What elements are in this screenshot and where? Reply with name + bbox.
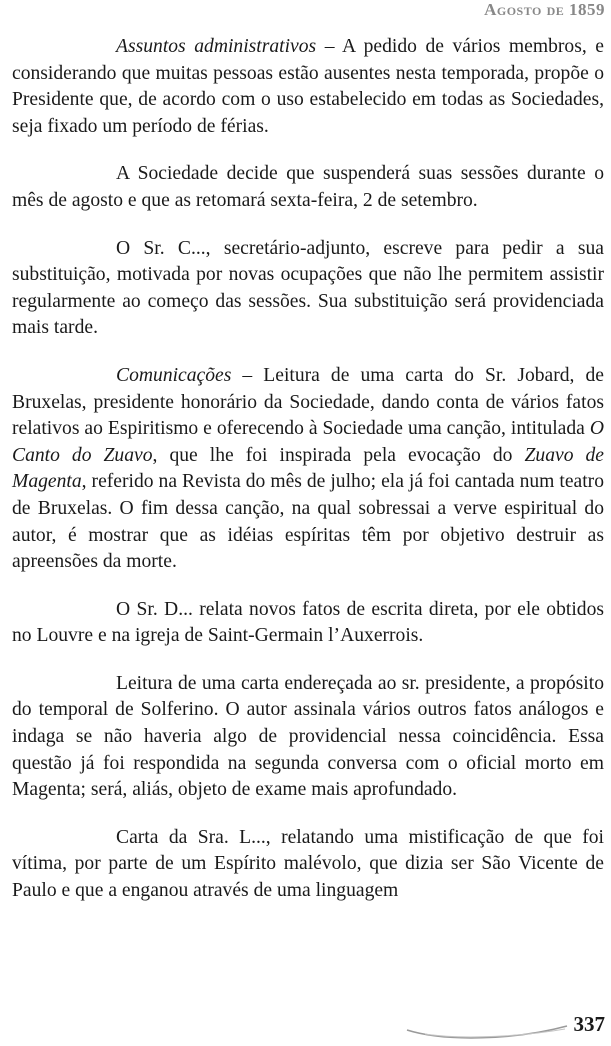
song-title: O Canto do Zuavo [12, 418, 604, 466]
paragraph-recess-decision: A Sociedade decide que suspenderá suas sessões durante o mês de agosto e que as retomará sexta-feira, 2 de setembro. [12, 163, 604, 211]
paragraph-text: – A pedido de vários membros, e considerando que muitas pessoas estão ausentes nesta temporada, propõe o Presidente que, de acordo com o uso estabelecido em todas as Sociedades, seja fixado um período de férias. [12, 36, 604, 137]
paragraph-mystification-letter: Carta da Sra. L..., relatando uma mistificação de que foi vítima, por parte de um Espírito malévolo, que dizia ser São Vicente de Paulo e que a enganou através de uma linguagem [12, 826, 604, 902]
running-header: Agosto de 1859 [484, 0, 605, 19]
paragraph-text: , que lhe foi inspirada pela evocação do [152, 444, 525, 466]
paragraph-text: , referido na Revista do mês de julho; ela já foi cantada num teatro de Bruxelas. O fim dessa canção, na qual sobressai a verve espiritual do autor, é mostrar que as idéias espíritas têm por objetivo destruir as apreensões da morte. [12, 471, 604, 573]
paragraph-lead: Comunicações [116, 364, 232, 386]
spirit-name: Zuavo de Magenta [12, 444, 604, 493]
paragraph-direct-writing: O Sr. D... relata novos fatos de escrita direta, por ele obtidos no Louvre e na igreja de Saint-Germain l’Auxerrois. [12, 598, 604, 647]
paragraph-solferino-letter: Leitura de uma carta endereçada ao sr. presidente, a propósito do temporal de Solferino. O autor assinala vários outros fatos análogos e indaga se não haveria algo de providencial nessa coincidência. Essa questão já foi respondida na segunda conversa com o oficial morto em Magenta; será, aliás, objeto de exame mais aprofundado. [12, 672, 604, 801]
page-body [12, 34, 604, 905]
footer-ornament [405, 1010, 570, 1040]
paragraph-secretary-letter: O Sr. C..., secretário-adjunto, escreve para pedir a sua substituição, motivada por novas ocupações que não lhe permitem assistir regularmente ao começo das sessões. Sua substituição será providenciada mais tarde. [12, 237, 604, 339]
paragraph-text: – Leitura de uma carta do Sr. Jobard, de Bruxelas, presidente honorário da Sociedade, dando conta de vários fatos relativos ao Espiritismo e oferecendo à Sociedade uma canção, intitulada [12, 364, 604, 440]
paragraph-administrative-matters [12, 34, 604, 140]
page-number: 337 [573, 1012, 605, 1036]
paragraph-lead: Assuntos administrativos [116, 36, 317, 57]
paragraph-communications [12, 363, 604, 576]
